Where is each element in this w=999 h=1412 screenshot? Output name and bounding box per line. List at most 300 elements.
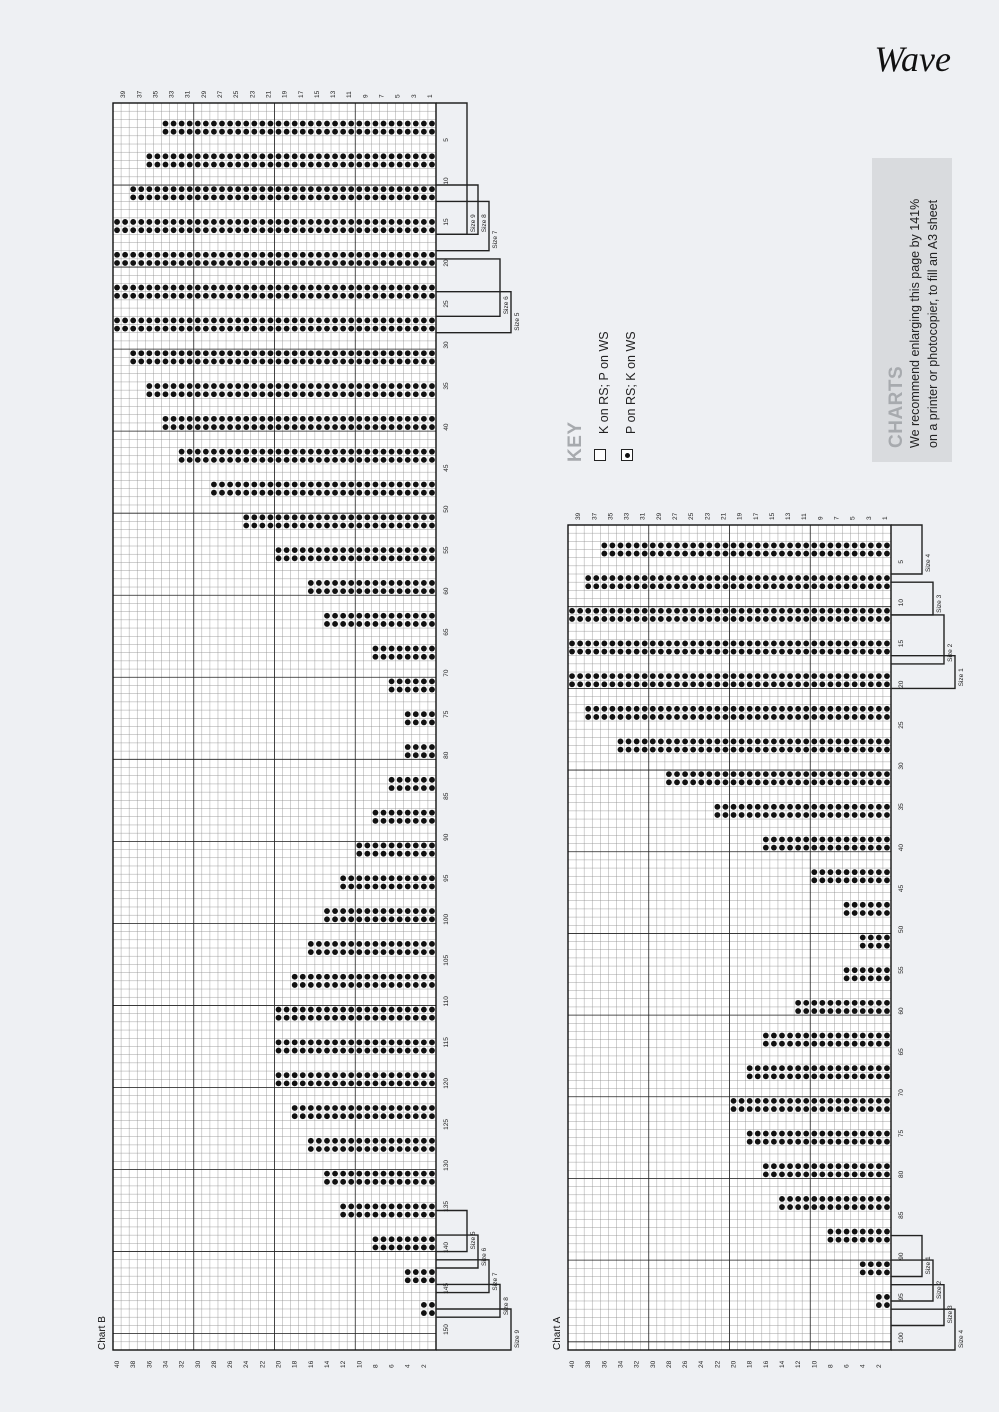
- purl-stitch-dot: [324, 252, 330, 258]
- stitch-number-label: 9: [362, 94, 370, 98]
- purl-stitch-dot: [171, 424, 177, 430]
- purl-stitch-dot: [860, 1000, 866, 1006]
- purl-stitch-dot: [626, 681, 632, 687]
- purl-stitch-dot: [876, 673, 882, 679]
- purl-stitch-dot: [650, 747, 656, 753]
- purl-stitch-dot: [771, 812, 777, 818]
- purl-stitch-dot: [413, 252, 419, 258]
- purl-stitch-dot: [844, 845, 850, 851]
- stitch-number-label: 4: [404, 1364, 412, 1368]
- purl-stitch-dot: [138, 317, 144, 323]
- purl-stitch-dot: [332, 482, 338, 488]
- purl-stitch-dot: [138, 186, 144, 192]
- purl-stitch-dot: [364, 555, 370, 561]
- purl-stitch-dot: [421, 383, 427, 389]
- purl-stitch-dot: [171, 326, 177, 332]
- purl-stitch-dot: [666, 649, 672, 655]
- purl-stitch-dot: [340, 1015, 346, 1021]
- purl-stitch-dot: [195, 121, 201, 127]
- purl-stitch-dot: [364, 974, 370, 980]
- purl-stitch-dot: [171, 350, 177, 356]
- purl-stitch-dot: [405, 194, 411, 200]
- purl-stitch-dot: [163, 121, 169, 127]
- purl-stitch-dot: [364, 621, 370, 627]
- purl-stitch-dot: [413, 1245, 419, 1251]
- purl-stitch-dot: [373, 514, 379, 520]
- purl-stitch-dot: [308, 941, 314, 947]
- stitch-number-label: 30: [649, 1360, 657, 1368]
- purl-stitch-dot: [324, 580, 330, 586]
- purl-stitch-dot: [828, 1073, 834, 1079]
- purl-stitch-dot: [187, 350, 193, 356]
- stitch-number-label: 12: [340, 1360, 348, 1368]
- purl-stitch-dot: [421, 1048, 427, 1054]
- purl-stitch-dot: [860, 1139, 866, 1145]
- purl-stitch-dot: [381, 194, 387, 200]
- purl-stitch-dot: [421, 1204, 427, 1210]
- purl-stitch-dot: [364, 162, 370, 168]
- purl-stitch-dot: [803, 1033, 809, 1039]
- purl-stitch-dot: [618, 543, 624, 549]
- purl-stitch-dot: [610, 575, 616, 581]
- purl-stitch-dot: [868, 673, 874, 679]
- purl-stitch-dot: [308, 121, 314, 127]
- purl-stitch-dot: [389, 875, 395, 881]
- purl-stitch-dot: [195, 162, 201, 168]
- purl-stitch-dot: [381, 359, 387, 365]
- purl-stitch-dot: [421, 219, 427, 225]
- purl-stitch-dot: [795, 1073, 801, 1079]
- purl-stitch-dot: [690, 706, 696, 712]
- purl-stitch-dot: [421, 260, 427, 266]
- purl-stitch-dot: [340, 875, 346, 881]
- purl-stitch-dot: [421, 162, 427, 168]
- purl-stitch-dot: [795, 1171, 801, 1177]
- purl-stitch-dot: [593, 714, 599, 720]
- purl-stitch-dot: [373, 162, 379, 168]
- purl-stitch-dot: [413, 613, 419, 619]
- purl-stitch-dot: [300, 350, 306, 356]
- purl-stitch-dot: [413, 555, 419, 561]
- purl-stitch-dot: [421, 621, 427, 627]
- purl-stitch-dot: [819, 681, 825, 687]
- purl-stitch-dot: [179, 227, 185, 233]
- purl-stitch-dot: [413, 851, 419, 857]
- purl-stitch-dot: [674, 649, 680, 655]
- purl-stitch-dot: [381, 482, 387, 488]
- purl-stitch-dot: [259, 449, 265, 455]
- chart-chart-a: [552, 512, 965, 1368]
- purl-stitch-dot: [836, 1237, 842, 1243]
- purl-stitch-dot: [828, 877, 834, 883]
- purl-stitch-dot: [332, 162, 338, 168]
- purl-stitch-dot: [381, 514, 387, 520]
- purl-stitch-dot: [771, 771, 777, 777]
- purl-stitch-dot: [187, 317, 193, 323]
- purl-stitch-dot: [163, 350, 169, 356]
- purl-stitch-dot: [852, 1098, 858, 1104]
- purl-stitch-dot: [284, 416, 290, 422]
- purl-stitch-dot: [130, 326, 136, 332]
- purl-stitch-dot: [316, 252, 322, 258]
- purl-stitch-dot: [405, 383, 411, 389]
- purl-stitch-dot: [356, 1039, 362, 1045]
- purl-stitch-dot: [397, 219, 403, 225]
- purl-stitch-dot: [235, 285, 241, 291]
- purl-stitch-dot: [284, 186, 290, 192]
- purl-stitch-dot: [276, 416, 282, 422]
- purl-stitch-dot: [811, 1171, 817, 1177]
- purl-stitch-dot: [795, 543, 801, 549]
- purl-stitch-dot: [876, 739, 882, 745]
- purl-stitch-dot: [203, 359, 209, 365]
- purl-stitch-dot: [251, 153, 257, 159]
- purl-stitch-dot: [698, 583, 704, 589]
- stitch-number-label: 29: [655, 512, 663, 520]
- purl-stitch-dot: [373, 457, 379, 463]
- purl-stitch-dot: [235, 162, 241, 168]
- purl-stitch-dot: [340, 1113, 346, 1119]
- purl-stitch-dot: [397, 416, 403, 422]
- purl-stitch-dot: [373, 153, 379, 159]
- purl-stitch-dot: [763, 673, 769, 679]
- purl-stitch-dot: [389, 777, 395, 783]
- purl-stitch-dot: [340, 514, 346, 520]
- purl-stitch-dot: [413, 621, 419, 627]
- purl-stitch-dot: [155, 350, 161, 356]
- purl-stitch-dot: [405, 843, 411, 849]
- purl-stitch-dot: [381, 523, 387, 529]
- purl-stitch-dot: [787, 1098, 793, 1104]
- purl-stitch-dot: [844, 681, 850, 687]
- purl-stitch-dot: [413, 490, 419, 496]
- purl-stitch-dot: [332, 449, 338, 455]
- purl-stitch-dot: [706, 616, 712, 622]
- purl-stitch-dot: [666, 739, 672, 745]
- purl-stitch-dot: [373, 1080, 379, 1086]
- purl-stitch-dot: [868, 1171, 874, 1177]
- purl-stitch-dot: [634, 714, 640, 720]
- purl-stitch-dot: [844, 575, 850, 581]
- purl-stitch-dot: [381, 547, 387, 553]
- purl-stitch-dot: [601, 575, 607, 581]
- purl-stitch-dot: [779, 641, 785, 647]
- stitch-number-label: 9: [817, 516, 825, 520]
- purl-stitch-dot: [381, 227, 387, 233]
- purl-stitch-dot: [755, 779, 761, 785]
- purl-stitch-dot: [397, 1179, 403, 1185]
- purl-stitch-dot: [723, 706, 729, 712]
- purl-stitch-dot: [348, 1146, 354, 1152]
- purl-stitch-dot: [795, 649, 801, 655]
- purl-stitch-dot: [610, 616, 616, 622]
- purl-stitch-dot: [844, 583, 850, 589]
- purl-stitch-dot: [682, 583, 688, 589]
- purl-stitch-dot: [397, 317, 403, 323]
- purl-stitch-dot: [429, 678, 435, 684]
- purl-stitch-dot: [755, 747, 761, 753]
- purl-stitch-dot: [698, 616, 704, 622]
- purl-stitch-dot: [876, 845, 882, 851]
- stitch-number-label: 24: [243, 1360, 251, 1368]
- purl-stitch-dot: [324, 129, 330, 135]
- purl-stitch-dot: [421, 687, 427, 693]
- purl-stitch-dot: [844, 902, 850, 908]
- purl-stitch-dot: [405, 949, 411, 955]
- purl-stitch-dot: [373, 482, 379, 488]
- purl-stitch-dot: [268, 153, 274, 159]
- purl-stitch-dot: [429, 1171, 435, 1177]
- purl-stitch-dot: [650, 641, 656, 647]
- purl-stitch-dot: [658, 543, 664, 549]
- purl-stitch-dot: [284, 457, 290, 463]
- purl-stitch-dot: [397, 186, 403, 192]
- purl-stitch-dot: [658, 714, 664, 720]
- purl-stitch-dot: [844, 673, 850, 679]
- purl-stitch-dot: [268, 383, 274, 389]
- purl-stitch-dot: [429, 613, 435, 619]
- purl-stitch-dot: [138, 219, 144, 225]
- purl-stitch-dot: [389, 219, 395, 225]
- purl-stitch-dot: [413, 129, 419, 135]
- purl-stitch-dot: [674, 779, 680, 785]
- purl-stitch-dot: [348, 613, 354, 619]
- purl-stitch-dot: [618, 681, 624, 687]
- purl-stitch-dot: [251, 490, 257, 496]
- purl-stitch-dot: [284, 1048, 290, 1054]
- purl-stitch-dot: [364, 580, 370, 586]
- purl-stitch-dot: [828, 1065, 834, 1071]
- purl-stitch-dot: [771, 1106, 777, 1112]
- purl-stitch-dot: [300, 1015, 306, 1021]
- purl-stitch-dot: [868, 975, 874, 981]
- purl-stitch-dot: [308, 949, 314, 955]
- purl-stitch-dot: [836, 673, 842, 679]
- purl-stitch-dot: [844, 543, 850, 549]
- purl-stitch-dot: [682, 706, 688, 712]
- stitch-number-label: 10: [811, 1360, 819, 1368]
- purl-stitch-dot: [421, 153, 427, 159]
- purl-stitch-dot: [771, 837, 777, 843]
- purl-stitch-dot: [421, 482, 427, 488]
- purl-stitch-dot: [658, 616, 664, 622]
- purl-stitch-dot: [227, 153, 233, 159]
- purl-stitch-dot: [642, 575, 648, 581]
- purl-stitch-dot: [844, 804, 850, 810]
- purl-stitch-dot: [405, 1072, 411, 1078]
- purl-stitch-dot: [601, 714, 607, 720]
- purl-stitch-dot: [219, 162, 225, 168]
- purl-stitch-dot: [138, 252, 144, 258]
- purl-stitch-dot: [828, 575, 834, 581]
- purl-stitch-dot: [356, 941, 362, 947]
- purl-stitch-dot: [429, 1245, 435, 1251]
- purl-stitch-dot: [356, 1146, 362, 1152]
- purl-stitch-dot: [356, 326, 362, 332]
- purl-stitch-dot: [731, 804, 737, 810]
- purl-stitch-dot: [868, 1229, 874, 1235]
- purl-stitch-dot: [828, 641, 834, 647]
- purl-stitch-dot: [251, 285, 257, 291]
- purl-stitch-dot: [706, 706, 712, 712]
- purl-stitch-dot: [698, 681, 704, 687]
- purl-stitch-dot: [332, 121, 338, 127]
- purl-stitch-dot: [381, 252, 387, 258]
- purl-stitch-dot: [803, 804, 809, 810]
- row-number-label: 20: [443, 259, 450, 267]
- purl-stitch-dot: [292, 227, 298, 233]
- purl-stitch-dot: [610, 706, 616, 712]
- purl-stitch-dot: [268, 449, 274, 455]
- purl-stitch-dot: [626, 641, 632, 647]
- purl-stitch-dot: [429, 580, 435, 586]
- purl-stitch-dot: [364, 194, 370, 200]
- purl-stitch-dot: [389, 1236, 395, 1242]
- purl-stitch-dot: [389, 851, 395, 857]
- purl-stitch-dot: [421, 580, 427, 586]
- purl-stitch-dot: [876, 608, 882, 614]
- purl-stitch-dot: [860, 935, 866, 941]
- purl-stitch-dot: [601, 649, 607, 655]
- purl-stitch-dot: [171, 391, 177, 397]
- purl-stitch-dot: [211, 326, 217, 332]
- purl-stitch-dot: [308, 326, 314, 332]
- purl-stitch-dot: [138, 326, 144, 332]
- purl-stitch-dot: [348, 391, 354, 397]
- purl-stitch-dot: [364, 523, 370, 529]
- size-marker-bracket: [436, 1211, 467, 1252]
- purl-stitch-dot: [421, 317, 427, 323]
- purl-stitch-dot: [332, 227, 338, 233]
- purl-stitch-dot: [413, 449, 419, 455]
- purl-stitch-dot: [340, 613, 346, 619]
- purl-stitch-dot: [364, 383, 370, 389]
- purl-stitch-dot: [844, 1163, 850, 1169]
- purl-stitch-dot: [381, 974, 387, 980]
- purl-stitch-dot: [828, 771, 834, 777]
- purl-stitch-dot: [844, 1000, 850, 1006]
- purl-stitch-dot: [292, 129, 298, 135]
- purl-stitch-dot: [251, 293, 257, 299]
- purl-stitch-dot: [860, 551, 866, 557]
- purl-stitch-dot: [844, 1033, 850, 1039]
- purl-stitch-dot: [755, 583, 761, 589]
- purl-stitch-dot: [779, 608, 785, 614]
- purl-stitch-dot: [747, 575, 753, 581]
- purl-stitch-dot: [731, 575, 737, 581]
- purl-stitch-dot: [836, 1196, 842, 1202]
- purl-stitch-dot: [674, 551, 680, 557]
- purl-stitch-dot: [828, 1106, 834, 1112]
- purl-stitch-dot: [569, 608, 575, 614]
- purl-stitch-dot: [405, 777, 411, 783]
- stitch-number-label: 39: [120, 90, 128, 98]
- purl-stitch-dot: [389, 588, 395, 594]
- purl-stitch-dot: [227, 424, 233, 430]
- purl-stitch-dot: [276, 153, 282, 159]
- purl-stitch-dot: [235, 391, 241, 397]
- purl-stitch-dot: [593, 575, 599, 581]
- purl-stitch-dot: [884, 706, 890, 712]
- purl-stitch-dot: [155, 326, 161, 332]
- purl-stitch-dot: [405, 285, 411, 291]
- purl-stitch-dot: [690, 641, 696, 647]
- purl-stitch-dot: [381, 1080, 387, 1086]
- purl-stitch-dot: [179, 424, 185, 430]
- purl-stitch-dot: [340, 424, 346, 430]
- purl-stitch-dot: [381, 1236, 387, 1242]
- purl-stitch-dot: [739, 649, 745, 655]
- purl-stitch-dot: [634, 681, 640, 687]
- purl-stitch-dot: [187, 194, 193, 200]
- purl-stitch-dot: [634, 739, 640, 745]
- purl-stitch-dot: [803, 1171, 809, 1177]
- purl-stitch-dot: [219, 121, 225, 127]
- purl-stitch-dot: [308, 982, 314, 988]
- purl-stitch-dot: [373, 383, 379, 389]
- purl-stitch-dot: [860, 1131, 866, 1137]
- purl-stitch-dot: [429, 875, 435, 881]
- purl-stitch-dot: [795, 812, 801, 818]
- purl-stitch-dot: [585, 608, 591, 614]
- purl-stitch-dot: [332, 916, 338, 922]
- purl-stitch-dot: [251, 523, 257, 529]
- purl-stitch-dot: [332, 974, 338, 980]
- stitch-number-label: 4: [859, 1364, 867, 1368]
- purl-stitch-dot: [324, 514, 330, 520]
- purl-stitch-dot: [811, 869, 817, 875]
- purl-stitch-dot: [755, 1073, 761, 1079]
- purl-stitch-dot: [771, 1171, 777, 1177]
- purl-stitch-dot: [771, 616, 777, 622]
- stitch-number-label: 20: [730, 1360, 738, 1368]
- purl-stitch-dot: [868, 1237, 874, 1243]
- stitch-number-label: 16: [307, 1360, 315, 1368]
- purl-stitch-dot: [332, 547, 338, 553]
- purl-stitch-dot: [251, 383, 257, 389]
- purl-stitch-dot: [179, 326, 185, 332]
- purl-stitch-dot: [429, 219, 435, 225]
- purl-stitch-dot: [884, 1196, 890, 1202]
- purl-stitch-dot: [610, 641, 616, 647]
- purl-stitch-dot: [779, 1073, 785, 1079]
- purl-stitch-dot: [819, 641, 825, 647]
- purl-stitch-dot: [308, 482, 314, 488]
- purl-stitch-dot: [389, 252, 395, 258]
- purl-stitch-dot: [356, 1072, 362, 1078]
- purl-stitch-dot: [227, 194, 233, 200]
- purl-stitch-dot: [405, 350, 411, 356]
- purl-stitch-dot: [876, 1269, 882, 1275]
- purl-stitch-dot: [803, 681, 809, 687]
- purl-stitch-dot: [618, 739, 624, 745]
- size-marker-label: Size 3: [936, 594, 943, 613]
- purl-stitch-dot: [884, 1098, 890, 1104]
- purl-stitch-dot: [642, 616, 648, 622]
- row-number-label: 70: [898, 1089, 905, 1097]
- row-number-label: 70: [443, 669, 450, 677]
- purl-stitch-dot: [795, 1139, 801, 1145]
- stitch-number-label: 33: [623, 512, 631, 520]
- purl-stitch-dot: [324, 555, 330, 561]
- stitch-number-label: 27: [672, 512, 680, 520]
- purl-stitch-dot: [811, 649, 817, 655]
- purl-stitch-dot: [405, 129, 411, 135]
- purl-stitch-dot: [243, 260, 249, 266]
- purl-stitch-dot: [405, 588, 411, 594]
- purl-stitch-dot: [429, 1080, 435, 1086]
- purl-stitch-dot: [155, 260, 161, 266]
